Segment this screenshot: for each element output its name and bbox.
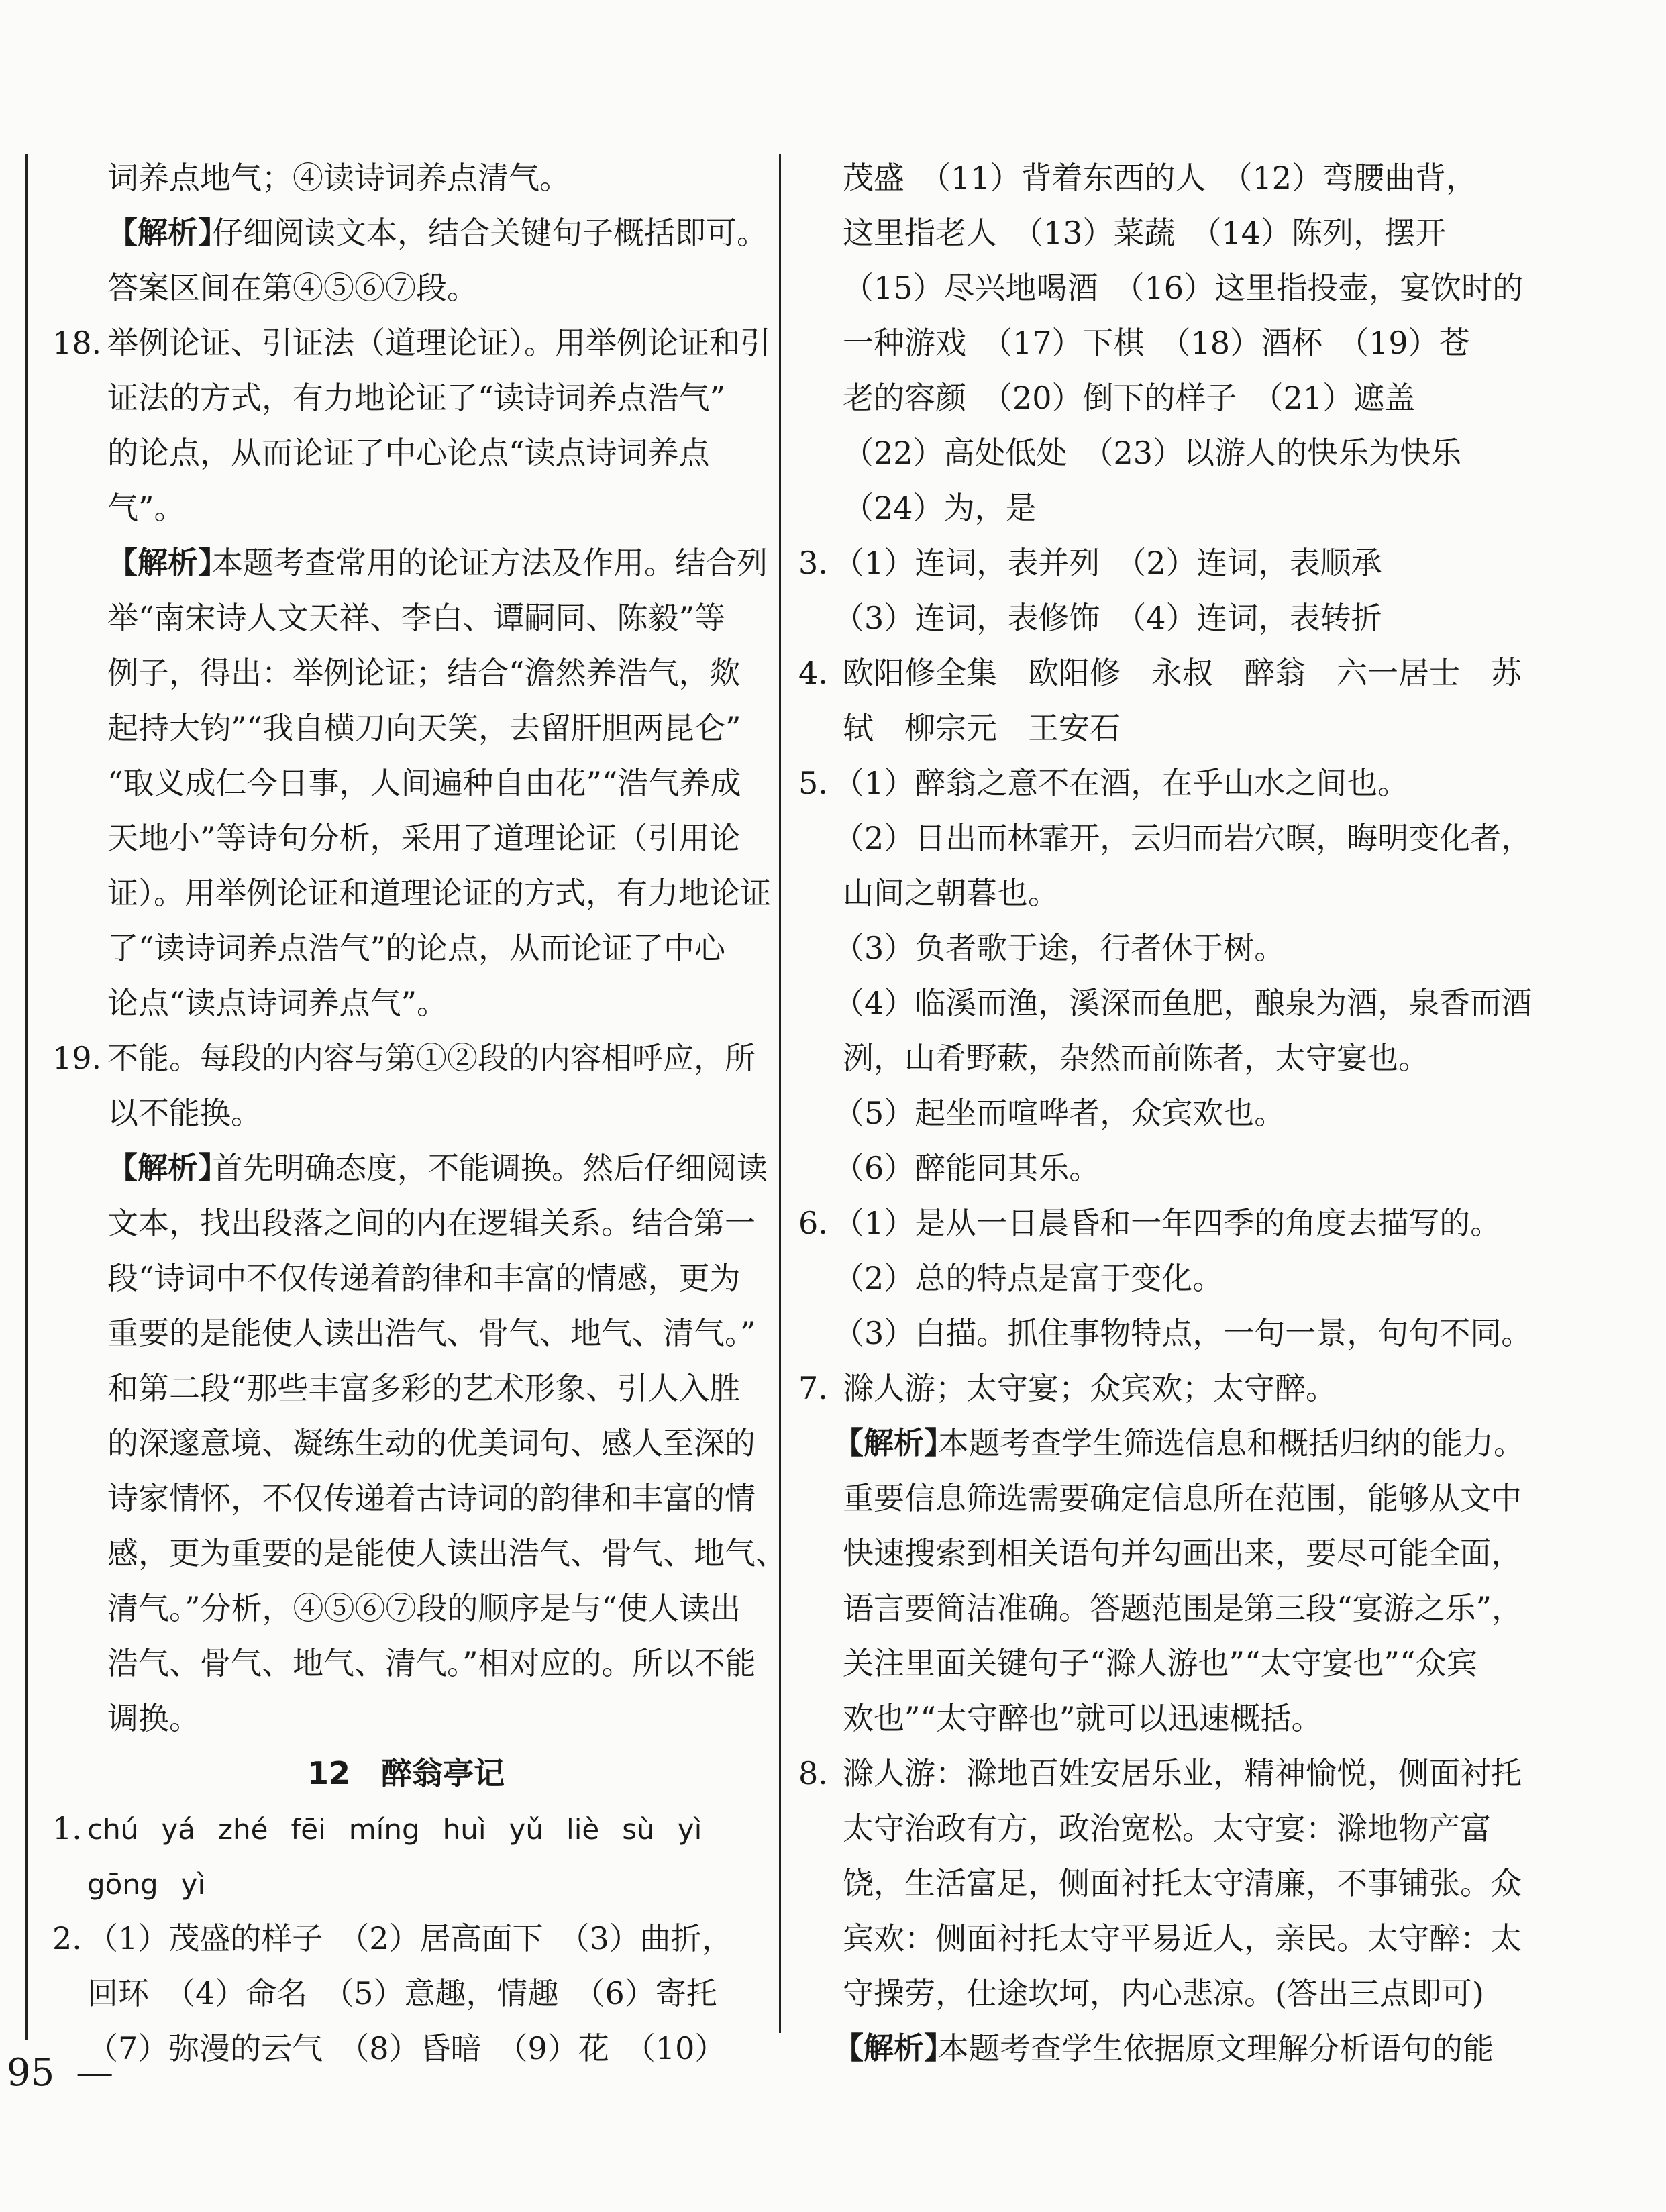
analysis-tag: 【解析】 (107, 545, 229, 580)
question-number: 18. (52, 325, 102, 361)
question-number: 19. (52, 1040, 102, 1076)
question-number: 4. (798, 655, 828, 691)
question-number: 2. (52, 1920, 82, 1956)
section-title: 12 醉翁亭记 (307, 1755, 505, 1791)
question-number: 7. (798, 1370, 828, 1406)
analysis-tag: 【解析】 (833, 2030, 955, 2066)
column-divider (779, 154, 781, 2033)
page-footer (7, 2046, 113, 2100)
left-margin-rule (25, 154, 28, 2040)
pinyin-row: gōng yì (87, 1868, 206, 1901)
question-number: 3. (798, 545, 828, 581)
analysis-tag: 【解析】 (107, 215, 229, 250)
question-number: 1. (52, 1810, 82, 1846)
question-number: 5. (798, 765, 828, 801)
question-number: 6. (798, 1205, 828, 1241)
analysis-tag: 【解析】 (833, 1425, 955, 1461)
question-number: 8. (798, 1755, 828, 1791)
analysis-tag: 【解析】 (107, 1150, 229, 1186)
page-number: 95 (7, 2051, 55, 2095)
footer-dash: — (76, 2051, 114, 2095)
pinyin-row: chú yá zhé fēi míng huì yǔ liè sù yì (87, 1813, 702, 1846)
